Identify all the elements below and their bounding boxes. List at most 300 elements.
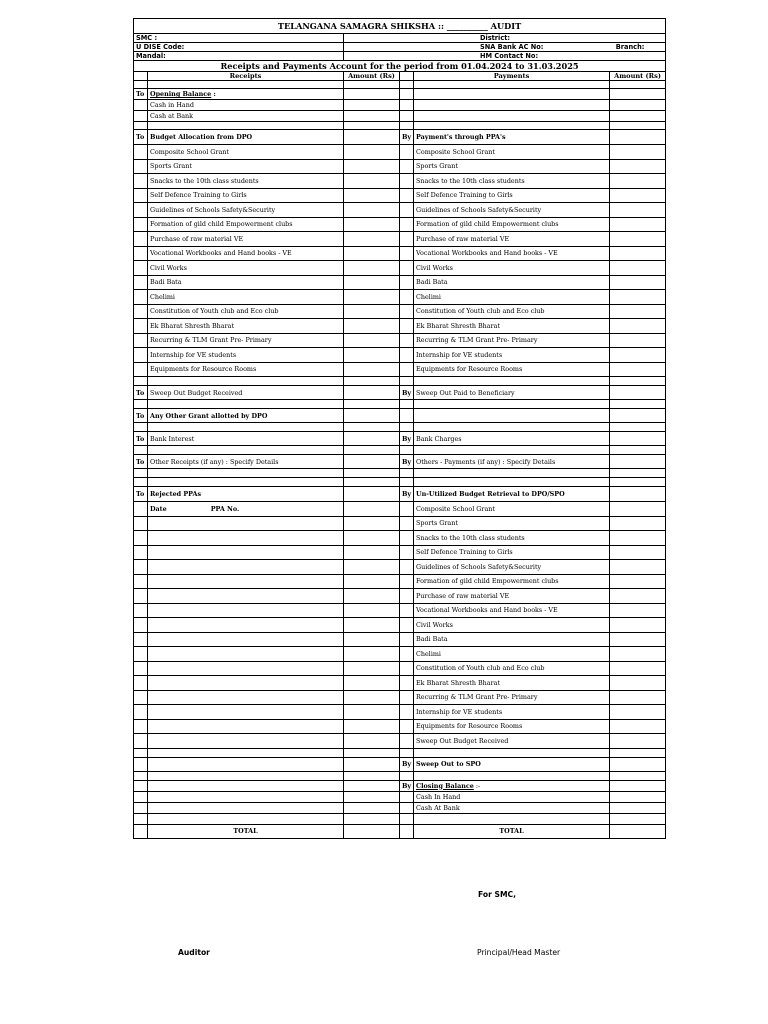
receipt-item: Sweep Out Budget Received xyxy=(148,386,344,400)
payment-amount-cell[interactable] xyxy=(610,824,666,838)
receipt-prefix xyxy=(134,771,148,780)
payment-amount-cell[interactable] xyxy=(610,545,666,560)
payment-prefix xyxy=(400,275,414,290)
receipt-amount-cell[interactable] xyxy=(344,159,400,174)
payment-amount-cell[interactable] xyxy=(610,333,666,348)
receipt-amount-cell[interactable] xyxy=(344,516,400,531)
table-row xyxy=(134,734,666,749)
receipt-prefix xyxy=(134,780,148,791)
payment-item: Vocational Workbooks and Hand books - VE xyxy=(414,246,610,261)
receipt-item xyxy=(148,423,344,432)
receipt-amount-cell[interactable] xyxy=(344,589,400,604)
receipt-item xyxy=(148,516,344,531)
payment-item: Chelimi xyxy=(414,647,610,662)
receipt-amount-cell[interactable] xyxy=(344,502,400,517)
payment-item xyxy=(414,122,610,130)
receipt-prefix xyxy=(134,188,148,203)
payment-amount-cell[interactable] xyxy=(610,478,666,487)
payment-amount-cell[interactable] xyxy=(610,217,666,232)
receipt-item: Budget Allocation from DPO xyxy=(148,130,344,145)
payment-amount-cell[interactable] xyxy=(610,319,666,334)
receipt-amount-cell[interactable] xyxy=(344,647,400,662)
receipt-amount-cell[interactable] xyxy=(344,690,400,705)
payment-prefix: By xyxy=(400,780,414,791)
payment-amount-cell[interactable] xyxy=(610,232,666,247)
payment-amount-cell[interactable] xyxy=(610,122,666,130)
receipt-amount-cell[interactable] xyxy=(344,455,400,469)
receipt-amount-cell[interactable] xyxy=(344,290,400,305)
payment-amount-cell[interactable] xyxy=(610,813,666,824)
receipt-item: TOTAL xyxy=(148,824,344,838)
payment-amount-cell[interactable] xyxy=(610,676,666,691)
payment-amount-cell[interactable] xyxy=(610,780,666,791)
receipt-item xyxy=(148,771,344,780)
receipt-amount-cell[interactable] xyxy=(344,246,400,261)
receipt-prefix xyxy=(134,603,148,618)
udise-field[interactable]: U DISE Code: xyxy=(134,43,344,52)
receipt-amount-cell[interactable] xyxy=(344,333,400,348)
payment-amount-cell[interactable] xyxy=(610,487,666,502)
receipt-prefix xyxy=(134,502,148,517)
payment-prefix xyxy=(400,802,414,813)
payment-amount-cell[interactable] xyxy=(610,188,666,203)
payment-amount-cell[interactable] xyxy=(610,145,666,160)
table-row xyxy=(134,145,666,160)
receipt-amount-cell[interactable] xyxy=(344,261,400,276)
table-row xyxy=(134,455,666,469)
receipt-amount-cell[interactable] xyxy=(344,89,400,100)
receipt-prefix xyxy=(134,100,148,111)
receipt-prefix xyxy=(134,122,148,130)
table-row xyxy=(134,705,666,720)
table-row xyxy=(134,319,666,334)
table-row xyxy=(134,690,666,705)
receipt-amount-cell[interactable] xyxy=(344,791,400,802)
payment-item xyxy=(414,813,610,824)
receipt-amount-cell[interactable] xyxy=(344,824,400,838)
receipt-prefix xyxy=(134,304,148,319)
receipt-amount-cell[interactable] xyxy=(344,232,400,247)
payment-prefix xyxy=(400,574,414,589)
receipt-amount-cell[interactable] xyxy=(344,574,400,589)
payment-amount-cell[interactable] xyxy=(610,589,666,604)
receipt-prefix xyxy=(134,217,148,232)
payment-amount-cell[interactable] xyxy=(610,409,666,423)
table-row xyxy=(134,203,666,218)
payments-amount-header: Amount (Rs) xyxy=(610,72,666,81)
table-row xyxy=(134,377,666,386)
receipt-prefix xyxy=(134,333,148,348)
payment-prefix xyxy=(400,100,414,111)
receipt-amount-cell[interactable] xyxy=(344,362,400,377)
receipt-prefix xyxy=(134,661,148,676)
payment-amount-cell[interactable] xyxy=(610,246,666,261)
receipt-item: Rejected PPAs xyxy=(148,487,344,502)
receipt-prefix xyxy=(134,111,148,122)
receipt-amount-cell[interactable] xyxy=(344,386,400,400)
table-row xyxy=(134,589,666,604)
receipt-item: Civil Works xyxy=(148,261,344,276)
payment-item: Purchase of raw material VE xyxy=(414,232,610,247)
receipt-amount-cell[interactable] xyxy=(344,780,400,791)
payment-amount-cell[interactable] xyxy=(610,348,666,363)
payment-prefix xyxy=(400,111,414,122)
receipt-prefix xyxy=(134,203,148,218)
table-row xyxy=(134,400,666,409)
table-row xyxy=(134,748,666,757)
payment-item xyxy=(414,100,610,111)
receipt-amount-cell[interactable] xyxy=(344,802,400,813)
receipt-item: Constitution of Youth club and Eco club xyxy=(148,304,344,319)
receipt-item xyxy=(148,632,344,647)
mandal-field[interactable]: Mandal: xyxy=(134,52,344,61)
receipt-item xyxy=(148,560,344,575)
receipt-prefix xyxy=(134,261,148,276)
receipt-prefix xyxy=(134,423,148,432)
payment-prefix xyxy=(400,719,414,734)
payment-prefix xyxy=(400,174,414,189)
table-row xyxy=(134,802,666,813)
payment-amount-cell[interactable] xyxy=(610,661,666,676)
receipt-amount-cell[interactable] xyxy=(344,446,400,455)
payment-prefix xyxy=(400,618,414,633)
payment-prefix xyxy=(400,409,414,423)
receipt-prefix xyxy=(134,560,148,575)
receipt-item: Ek Bharat Shresth Bharat xyxy=(148,319,344,334)
payment-prefix xyxy=(400,290,414,305)
payment-item xyxy=(414,111,610,122)
principal-signature-label: Principal/Head Master xyxy=(477,948,561,957)
receipt-amount-cell[interactable] xyxy=(344,100,400,111)
table-row xyxy=(134,771,666,780)
table-row xyxy=(134,478,666,487)
receipt-amount-cell[interactable] xyxy=(344,145,400,160)
payment-amount-cell[interactable] xyxy=(610,516,666,531)
receipt-prefix xyxy=(134,275,148,290)
opening-balance-colon: : xyxy=(211,90,216,98)
payment-prefix xyxy=(400,824,414,838)
receipt-item xyxy=(148,469,344,478)
payment-item xyxy=(414,377,610,386)
receipt-amount-cell[interactable] xyxy=(344,203,400,218)
receipt-item: Guidelines of Schools Safety&Security xyxy=(148,203,344,218)
receipt-item xyxy=(148,502,344,517)
table-row xyxy=(134,574,666,589)
payment-amount-cell[interactable] xyxy=(610,802,666,813)
payment-amount-cell[interactable] xyxy=(610,771,666,780)
receipt-amount-cell[interactable] xyxy=(344,705,400,720)
table-row xyxy=(134,261,666,276)
payment-amount-cell[interactable] xyxy=(610,81,666,89)
table-row xyxy=(134,174,666,189)
table-row xyxy=(134,647,666,662)
table-row xyxy=(134,516,666,531)
receipt-item xyxy=(148,802,344,813)
payment-prefix: By xyxy=(400,130,414,145)
payment-amount-cell[interactable] xyxy=(610,304,666,319)
table-row xyxy=(134,333,666,348)
receipt-amount-cell[interactable] xyxy=(344,487,400,502)
receipt-amount-cell[interactable] xyxy=(344,771,400,780)
receipt-amount-cell[interactable] xyxy=(344,560,400,575)
payment-item xyxy=(414,409,610,423)
payment-amount-cell[interactable] xyxy=(610,89,666,100)
receipt-amount-cell[interactable] xyxy=(344,734,400,749)
receipt-amount-cell[interactable] xyxy=(344,122,400,130)
payment-item: Constitution of Youth club and Eco club xyxy=(414,661,610,676)
payment-item: Guidelines of Schools Safety&Security xyxy=(414,203,610,218)
receipt-item: Equipments for Resource Rooms xyxy=(148,362,344,377)
receipt-amount-cell[interactable] xyxy=(344,469,400,478)
payment-prefix xyxy=(400,348,414,363)
for-smc-label: For SMC, xyxy=(478,890,516,899)
ppa-no-label: PPA No. xyxy=(210,504,240,513)
payment-amount-cell[interactable] xyxy=(610,400,666,409)
table-row xyxy=(134,89,666,100)
payment-prefix xyxy=(400,122,414,130)
payment-amount-cell[interactable] xyxy=(610,757,666,771)
closing-balance-label: Closing Balance xyxy=(416,781,474,790)
payment-amount-cell[interactable] xyxy=(610,130,666,145)
payment-amount-cell[interactable] xyxy=(610,647,666,662)
payment-prefix xyxy=(400,203,414,218)
payment-item: Chelimi xyxy=(414,290,610,305)
payment-amount-cell[interactable] xyxy=(610,261,666,276)
payment-prefix xyxy=(400,516,414,531)
payment-amount-cell[interactable] xyxy=(610,560,666,575)
payment-item: Bank Charges xyxy=(414,432,610,446)
payment-amount-cell[interactable] xyxy=(610,100,666,111)
receipt-item: Chelimi xyxy=(148,290,344,305)
receipt-item: Self Defence Training to Girls xyxy=(148,188,344,203)
table-row xyxy=(134,275,666,290)
payment-item: Internship for VE students xyxy=(414,348,610,363)
payment-amount-cell[interactable] xyxy=(610,432,666,446)
receipt-prefix xyxy=(134,824,148,838)
table-row xyxy=(134,348,666,363)
table-row xyxy=(134,780,666,791)
receipt-amount-cell[interactable] xyxy=(344,304,400,319)
sna-bank-field[interactable]: SNA Bank AC No: Branch: xyxy=(344,43,666,52)
payment-item xyxy=(414,89,610,100)
receipt-prefix xyxy=(134,246,148,261)
payment-item: Snacks to the 10th class students xyxy=(414,531,610,546)
receipt-amount-cell[interactable] xyxy=(344,409,400,423)
table-row xyxy=(134,81,666,89)
payment-amount-cell[interactable] xyxy=(610,603,666,618)
payment-amount-cell[interactable] xyxy=(610,159,666,174)
period-title: Receipts and Payments Account for the period from 01.04.2024 to 31.03.2025 xyxy=(134,61,666,72)
payment-amount-cell[interactable] xyxy=(610,791,666,802)
receipt-amount-cell[interactable] xyxy=(344,545,400,560)
receipt-item xyxy=(148,377,344,386)
receipt-prefix xyxy=(134,174,148,189)
receipt-prefix xyxy=(134,589,148,604)
payment-amount-cell[interactable] xyxy=(610,290,666,305)
payment-amount-cell[interactable] xyxy=(610,469,666,478)
branch-label: Branch: xyxy=(615,43,645,51)
receipt-item: Cash at Bank xyxy=(148,111,344,122)
receipt-prefix xyxy=(134,377,148,386)
receipt-amount-cell[interactable] xyxy=(344,478,400,487)
receipt-amount-cell[interactable] xyxy=(344,81,400,89)
payment-item: Un-Utilized Budget Retrieval to DPO/SPO xyxy=(414,487,610,502)
payment-amount-cell[interactable] xyxy=(610,386,666,400)
receipt-prefix xyxy=(134,531,148,546)
receipt-amount-cell[interactable] xyxy=(344,748,400,757)
table-row xyxy=(134,232,666,247)
payment-item xyxy=(414,423,610,432)
table-row xyxy=(134,719,666,734)
payment-amount-cell[interactable] xyxy=(610,362,666,377)
form-title: TELANGANA SAMAGRA SHIKSHA :: __________ AUDIT xyxy=(134,19,666,34)
payment-item: Recurring & TLM Grant Pre- Primary xyxy=(414,333,610,348)
hm-contact-field[interactable]: HM Contact No: xyxy=(344,52,666,61)
payment-prefix: By xyxy=(400,757,414,771)
receipt-amount-cell[interactable] xyxy=(344,348,400,363)
receipt-prefix: To xyxy=(134,89,148,100)
receipt-prefix xyxy=(134,145,148,160)
table-row xyxy=(134,618,666,633)
table-row xyxy=(134,362,666,377)
receipt-prefix xyxy=(134,446,148,455)
payment-item: Ek Bharat Shresth Bharat xyxy=(414,319,610,334)
receipt-amount-cell[interactable] xyxy=(344,130,400,145)
payment-item: Sweep Out Paid to Beneficiary xyxy=(414,386,610,400)
payment-prefix: By xyxy=(400,432,414,446)
receipt-amount-cell[interactable] xyxy=(344,400,400,409)
date-label: Date xyxy=(150,504,167,513)
receipt-prefix xyxy=(134,632,148,647)
payment-item: Self Defence Training to Girls xyxy=(414,188,610,203)
table-row xyxy=(134,791,666,802)
receipt-item xyxy=(148,589,344,604)
receipt-amount-cell[interactable] xyxy=(344,111,400,122)
payment-item: Ek Bharat Shresth Bharat xyxy=(414,676,610,691)
receipt-amount-cell[interactable] xyxy=(344,319,400,334)
table-row xyxy=(134,469,666,478)
receipt-amount-cell[interactable] xyxy=(344,813,400,824)
payment-prefix xyxy=(400,81,414,89)
payment-amount-cell[interactable] xyxy=(610,705,666,720)
payment-item: Cash At Bank xyxy=(414,802,610,813)
payment-amount-cell[interactable] xyxy=(610,275,666,290)
table-row xyxy=(134,386,666,400)
receipt-amount-cell[interactable] xyxy=(344,188,400,203)
payment-item: Composite School Grant xyxy=(414,502,610,517)
payments-header: Payments xyxy=(414,72,610,81)
table-row xyxy=(134,432,666,446)
payment-item xyxy=(414,478,610,487)
receipt-amount-cell[interactable] xyxy=(344,661,400,676)
payment-amount-cell[interactable] xyxy=(610,531,666,546)
receipt-item xyxy=(148,813,344,824)
payment-prefix xyxy=(400,304,414,319)
table-row xyxy=(134,100,666,111)
receipt-prefix: To xyxy=(134,432,148,446)
payment-amount-cell[interactable] xyxy=(610,203,666,218)
receipt-amount-cell[interactable] xyxy=(344,377,400,386)
receipt-amount-cell[interactable] xyxy=(344,719,400,734)
payment-prefix xyxy=(400,400,414,409)
payment-amount-cell[interactable] xyxy=(610,446,666,455)
table-row xyxy=(134,217,666,232)
table-row xyxy=(134,304,666,319)
payment-amount-cell[interactable] xyxy=(610,502,666,517)
payment-prefix xyxy=(400,333,414,348)
payment-item: Equipments for Resource Rooms xyxy=(414,362,610,377)
payment-amount-cell[interactable] xyxy=(610,111,666,122)
payment-amount-cell[interactable] xyxy=(610,574,666,589)
payment-item xyxy=(414,780,610,791)
smc-field[interactable]: SMC : xyxy=(134,34,344,43)
payment-amount-cell[interactable] xyxy=(610,174,666,189)
opening-balance-label: Opening Balance xyxy=(150,90,212,98)
payment-item: Equipments for Resource Rooms xyxy=(414,719,610,734)
payment-item: Cash In Hand xyxy=(414,791,610,802)
receipt-prefix xyxy=(134,734,148,749)
payment-amount-cell[interactable] xyxy=(610,423,666,432)
payment-amount-cell[interactable] xyxy=(610,377,666,386)
payment-prefix xyxy=(400,813,414,824)
receipt-item: Vocational Workbooks and Hand books - VE xyxy=(148,246,344,261)
payment-item xyxy=(414,400,610,409)
receipt-item xyxy=(148,690,344,705)
table-row xyxy=(134,502,666,517)
receipt-amount-cell[interactable] xyxy=(344,603,400,618)
payment-prefix xyxy=(400,603,414,618)
payment-prefix xyxy=(400,560,414,575)
table-row xyxy=(134,560,666,575)
payment-amount-cell[interactable] xyxy=(610,618,666,633)
receipt-item xyxy=(148,603,344,618)
receipt-amount-cell[interactable] xyxy=(344,757,400,771)
receipt-item xyxy=(148,545,344,560)
receipt-prefix xyxy=(134,478,148,487)
table-row xyxy=(134,603,666,618)
payment-prefix xyxy=(400,705,414,720)
payment-amount-cell[interactable] xyxy=(610,690,666,705)
receipt-amount-cell[interactable] xyxy=(344,531,400,546)
receipt-amount-cell[interactable] xyxy=(344,618,400,633)
payment-amount-cell[interactable] xyxy=(610,734,666,749)
payment-amount-cell[interactable] xyxy=(610,455,666,469)
receipt-prefix xyxy=(134,469,148,478)
receipt-amount-cell[interactable] xyxy=(344,174,400,189)
payment-prefix xyxy=(400,232,414,247)
payment-item: Others - Payments (if any) : Specify Details xyxy=(414,455,610,469)
district-field[interactable]: District: xyxy=(344,34,666,43)
receipt-amount-cell[interactable] xyxy=(344,275,400,290)
table-row xyxy=(134,531,666,546)
receipt-amount-cell[interactable] xyxy=(344,423,400,432)
payment-prefix xyxy=(400,661,414,676)
receipt-amount-cell[interactable] xyxy=(344,676,400,691)
payment-item: Badi Bata xyxy=(414,632,610,647)
receipt-amount-cell[interactable] xyxy=(344,432,400,446)
payment-amount-cell[interactable] xyxy=(610,719,666,734)
payment-prefix xyxy=(400,145,414,160)
receipt-amount-cell[interactable] xyxy=(344,217,400,232)
table-row xyxy=(134,632,666,647)
payment-prefix xyxy=(400,771,414,780)
receipt-amount-cell[interactable] xyxy=(344,632,400,647)
table-row xyxy=(134,290,666,305)
payment-amount-cell[interactable] xyxy=(610,632,666,647)
receipt-item xyxy=(148,618,344,633)
payment-amount-cell[interactable] xyxy=(610,748,666,757)
receipt-prefix xyxy=(134,813,148,824)
